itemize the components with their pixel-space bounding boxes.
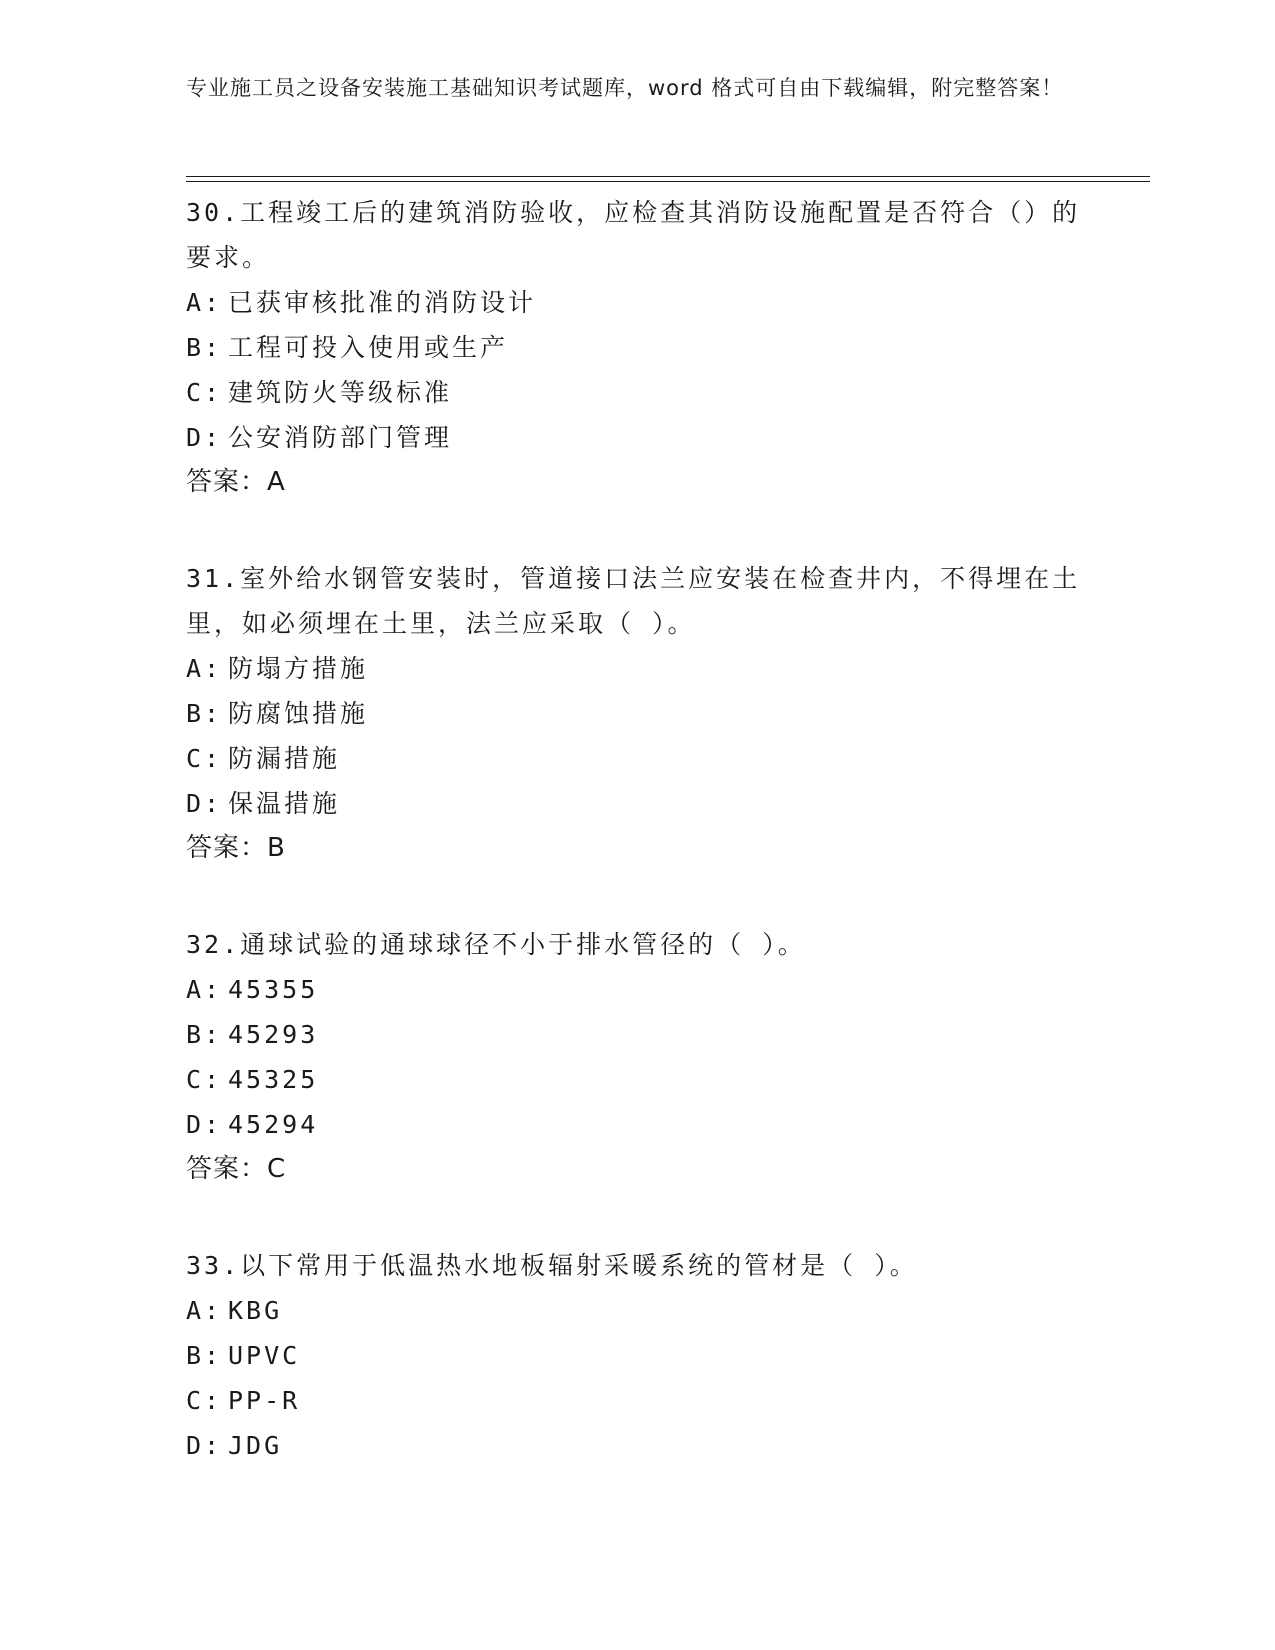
- question-stem: 31.室外给水钢管安装时，管道接口法兰应安装在检查井内，不得埋在土里，如必须埋在土里，法兰应采取（ ）。: [186, 564, 1081, 638]
- question-33: [186, 1239, 1086, 1468]
- option-a: [186, 1288, 1086, 1333]
- option-text: 建筑防火等级标准: [228, 378, 453, 407]
- option-key: B:: [186, 1020, 223, 1049]
- question-list: [186, 186, 1086, 1468]
- option-key: D:: [186, 1110, 223, 1139]
- option-c: [186, 736, 1086, 781]
- option-text: JDG: [228, 1431, 283, 1460]
- option-key: B:: [186, 699, 223, 728]
- question-32: [186, 918, 1086, 1192]
- option-text: KBG: [228, 1296, 283, 1325]
- option-text: 45294: [228, 1110, 319, 1139]
- question-31: [186, 552, 1086, 871]
- option-text: 45293: [228, 1020, 319, 1049]
- option-key: A:: [186, 1296, 223, 1325]
- option-key: C:: [186, 1065, 223, 1094]
- option-text: PP-R: [228, 1386, 301, 1415]
- header-divider-top: [186, 176, 1150, 177]
- question-30: [186, 186, 1086, 505]
- option-text: 已获审核批准的消防设计: [228, 288, 537, 317]
- option-text: 防腐蚀措施: [228, 699, 369, 728]
- option-text: 45325: [228, 1065, 319, 1094]
- option-b: [186, 691, 1086, 736]
- option-text: 防漏措施: [228, 744, 341, 773]
- option-b: [186, 1012, 1086, 1057]
- header-divider-bottom: [186, 181, 1150, 182]
- option-key: C:: [186, 744, 223, 773]
- option-key: D:: [186, 789, 223, 818]
- option-d: [186, 1423, 1086, 1468]
- question-spacer: [186, 505, 1086, 552]
- option-text: 工程可投入使用或生产: [228, 333, 509, 362]
- option-key: A:: [186, 654, 223, 683]
- question-stem: 32.通球试验的通球球径不小于排水管径的（ ）。: [186, 930, 806, 959]
- option-key: D:: [186, 1431, 223, 1460]
- option-b: [186, 325, 1086, 370]
- question-stem: 30.工程竣工后的建筑消防验收，应检查其消防设施配置是否符合（）的要求。: [186, 198, 1081, 272]
- option-d: [186, 1102, 1086, 1147]
- question-spacer: [186, 1192, 1086, 1239]
- option-d: [186, 781, 1086, 826]
- option-a: [186, 967, 1086, 1012]
- option-c: [186, 1057, 1086, 1102]
- option-key: D:: [186, 423, 223, 452]
- option-key: A:: [186, 288, 223, 317]
- option-a: [186, 646, 1086, 691]
- option-a: [186, 280, 1086, 325]
- option-key: C:: [186, 378, 223, 407]
- option-b: [186, 1333, 1086, 1378]
- option-key: B:: [186, 1341, 223, 1370]
- answer-line: 答案：B: [186, 833, 286, 863]
- option-text: 保温措施: [228, 789, 341, 818]
- option-c: [186, 1378, 1086, 1423]
- answer-line: 答案：A: [186, 467, 286, 497]
- option-c: [186, 370, 1086, 415]
- question-stem: 33.以下常用于低温热水地板辐射采暖系统的管材是（ ）。: [186, 1251, 918, 1280]
- option-d: [186, 415, 1086, 460]
- option-text: UPVC: [228, 1341, 301, 1370]
- option-key: A:: [186, 975, 223, 1004]
- question-spacer: [186, 871, 1086, 918]
- option-text: 45355: [228, 975, 319, 1004]
- option-key: C:: [186, 1386, 223, 1415]
- option-key: B:: [186, 333, 223, 362]
- option-text: 防塌方措施: [228, 654, 369, 683]
- document-header: 专业施工员之设备安装施工基础知识考试题库，word 格式可自由下载编辑，附完整答案！: [186, 76, 1064, 100]
- option-text: 公安消防部门管理: [228, 423, 453, 452]
- answer-line: 答案：C: [186, 1154, 287, 1184]
